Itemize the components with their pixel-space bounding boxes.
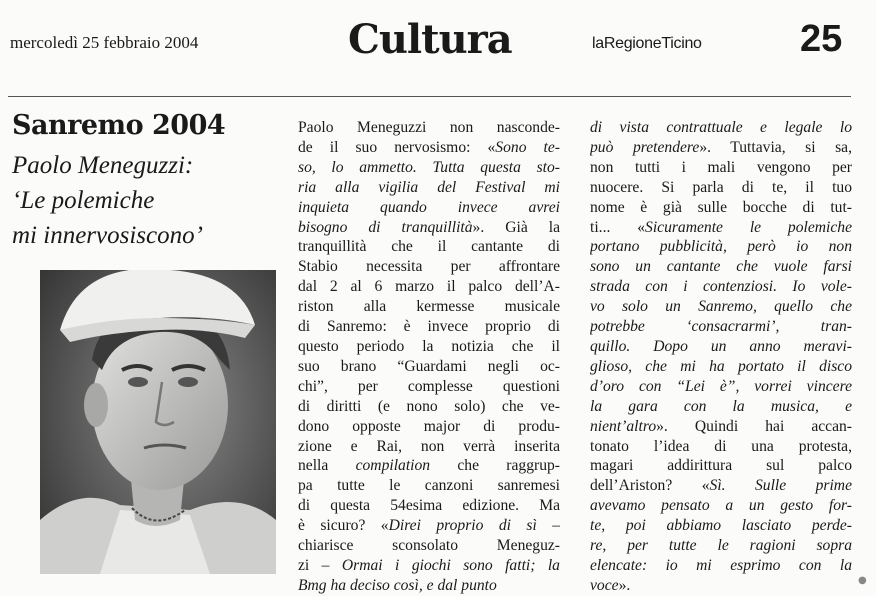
quote-text: strada con i contenziosi. Io vole- <box>590 278 852 296</box>
singer-portrait-photo <box>40 270 276 574</box>
text-line <box>590 317 852 337</box>
text-line <box>590 437 852 457</box>
text-line <box>590 576 852 596</box>
text-line <box>298 337 560 357</box>
text-line <box>298 496 560 516</box>
quote-text: nient’altro <box>590 417 657 435</box>
text-line <box>590 138 852 158</box>
body-text: questo periodo la notizia che il <box>298 337 560 355</box>
text-line <box>298 257 560 277</box>
text-line <box>298 476 560 496</box>
text-line <box>298 437 560 457</box>
body-text: suo brano “Guardami negli oc- <box>298 357 560 375</box>
quote-text: elencate: io mi esprimo con la <box>590 556 852 574</box>
quote-text: so, lo ammetto. Tutta questa sto- <box>298 158 560 176</box>
text-line <box>590 456 852 476</box>
body-text: – <box>536 517 560 535</box>
body-text: dono opposte major di produ- <box>298 417 560 435</box>
headline-line: Paolo Meneguzzi: <box>12 152 194 179</box>
body-text: magari addirittura sul palco <box>590 457 852 475</box>
section-title: Cultura <box>348 16 512 63</box>
quote-text: bisogno di tranquillità <box>298 218 473 236</box>
body-text: de il suo nervosismo: « <box>298 138 496 156</box>
body-text: Stabio necessita per affrontare <box>298 258 560 276</box>
quote-text: Bmg ha deciso così, e dal punto <box>298 576 497 594</box>
text-line <box>298 556 560 576</box>
quote-text: Direi proprio di sì <box>388 517 537 535</box>
body-text: pa tutte le canzoni sanremesi <box>298 477 560 495</box>
quote-text: può pretendere <box>590 138 700 156</box>
text-line <box>298 178 560 198</box>
quote-text: d’oro con “Lei è”, vorrei vincere <box>590 377 852 395</box>
article-column-2 <box>590 118 852 596</box>
body-text: che raggrup- <box>430 457 560 475</box>
body-text: dell’Ariston? « <box>590 477 710 495</box>
text-line <box>298 218 560 238</box>
quote-text: avevamo pensato a un gesto for- <box>590 497 852 515</box>
text-line <box>298 397 560 417</box>
body-text: riston alla kermesse musicale <box>298 298 560 316</box>
body-text: nella <box>298 457 356 475</box>
page-mark: ● <box>858 575 867 586</box>
quote-text: inquieta quando invece avrei <box>298 198 560 216</box>
body-text: tranquillità che il cantante di <box>298 238 560 256</box>
text-line <box>590 397 852 417</box>
quote-text: Sì. Sulle prime <box>709 477 852 495</box>
text-line <box>590 516 852 536</box>
headline-line: mi innervosiscono’ <box>12 222 203 249</box>
text-line <box>590 178 852 198</box>
quote-text: voce <box>590 576 619 594</box>
quote-text: sono un cantante che vuole farsi <box>590 258 852 276</box>
text-line <box>298 456 560 476</box>
text-line <box>298 118 560 138</box>
text-line <box>590 218 852 238</box>
quote-text: ria alla vigilia del Festival mi <box>298 178 560 196</box>
quote-text: vo solo un Sanremo, quello che <box>590 298 852 316</box>
quote-text: Sicuramente le polemiche <box>645 218 852 236</box>
text-line <box>590 377 852 397</box>
text-line <box>298 297 560 317</box>
body-text: zione e Rai, non verrà inserita <box>298 437 560 455</box>
text-line <box>590 357 852 377</box>
body-text: ti... « <box>590 218 646 236</box>
body-text: ». Già la <box>472 218 560 236</box>
body-text: di diritti (e nono solo) che ve- <box>298 397 560 415</box>
text-line <box>298 237 560 257</box>
body-text: è sicuro? « <box>298 517 389 535</box>
text-line <box>590 198 852 218</box>
body-text: ». Tuttavia, si sa, <box>699 138 852 156</box>
quote-text: la gara con la musica, e <box>590 397 852 415</box>
text-line <box>298 417 560 437</box>
text-line <box>298 198 560 218</box>
text-line <box>590 257 852 277</box>
text-line <box>298 377 560 397</box>
text-line <box>298 536 560 556</box>
body-text: nuocere. Si parla di te, il tuo <box>590 178 852 196</box>
text-line <box>298 357 560 377</box>
article-headline <box>12 148 292 253</box>
quote-text: Ormai i giochi sono fatti; la <box>341 556 560 574</box>
text-line <box>298 576 560 596</box>
quote-text: re, per tutte le ragioni sopra <box>590 537 852 555</box>
body-text: ». Quindi hai accan- <box>656 417 852 435</box>
text-line <box>590 237 852 257</box>
text-line <box>590 118 852 138</box>
text-line <box>590 277 852 297</box>
text-line <box>590 337 852 357</box>
article-kicker: Sanremo 2004 <box>12 110 226 141</box>
quote-text: te, poi abbiamo lasciato perde- <box>590 517 852 535</box>
text-line <box>590 158 852 178</box>
quote-text: di vista contrattuale e legale lo <box>590 119 852 136</box>
body-text: dal 2 al 6 marzo il palco dell’A- <box>298 278 560 296</box>
text-line <box>298 516 560 536</box>
text-line <box>590 556 852 576</box>
body-text: di Sanremo: è invece proprio di <box>298 318 560 336</box>
body-text: di questa 54esima edizione. Ma <box>298 497 560 515</box>
text-line <box>590 476 852 496</box>
page-number: 25 <box>800 18 843 60</box>
issue-date: mercoledì 25 febbraio 2004 <box>10 33 199 52</box>
quote-text: Sono te- <box>495 138 560 156</box>
body-text: ». <box>618 576 631 594</box>
body-text: Paolo Meneguzzi non nasconde- <box>298 119 560 136</box>
text-line <box>298 158 560 178</box>
quote-text: compilation <box>355 457 431 475</box>
text-line <box>298 138 560 158</box>
newspaper-name: laRegioneTicino <box>592 35 702 52</box>
text-line <box>590 536 852 556</box>
quote-text: quillo. Dopo un anno meravi- <box>590 337 852 355</box>
text-line <box>298 317 560 337</box>
header-rule <box>8 96 851 97</box>
body-text: zi – <box>298 556 342 574</box>
body-text: non tutti i mali vengono per <box>590 158 852 176</box>
text-line <box>298 277 560 297</box>
text-line <box>590 417 852 437</box>
body-text: nome è già sulle bocche di tut- <box>590 198 852 216</box>
body-text: tonato l’idea di una protesta, <box>590 437 852 455</box>
text-line <box>590 297 852 317</box>
quote-text: glioso, che mi ha portato il disco <box>590 357 852 375</box>
body-text: chi”, per complesse questioni <box>298 377 560 395</box>
body-text: chiarisce sconsolato Meneguz- <box>298 537 560 555</box>
text-line <box>590 496 852 516</box>
article-column-1 <box>298 118 560 596</box>
quote-text: potrebbe ‘consacrarmi’, tran- <box>590 318 852 336</box>
headline-line: ‘Le polemiche <box>12 187 155 214</box>
quote-text: portano pubblicità, però io non <box>590 238 852 256</box>
